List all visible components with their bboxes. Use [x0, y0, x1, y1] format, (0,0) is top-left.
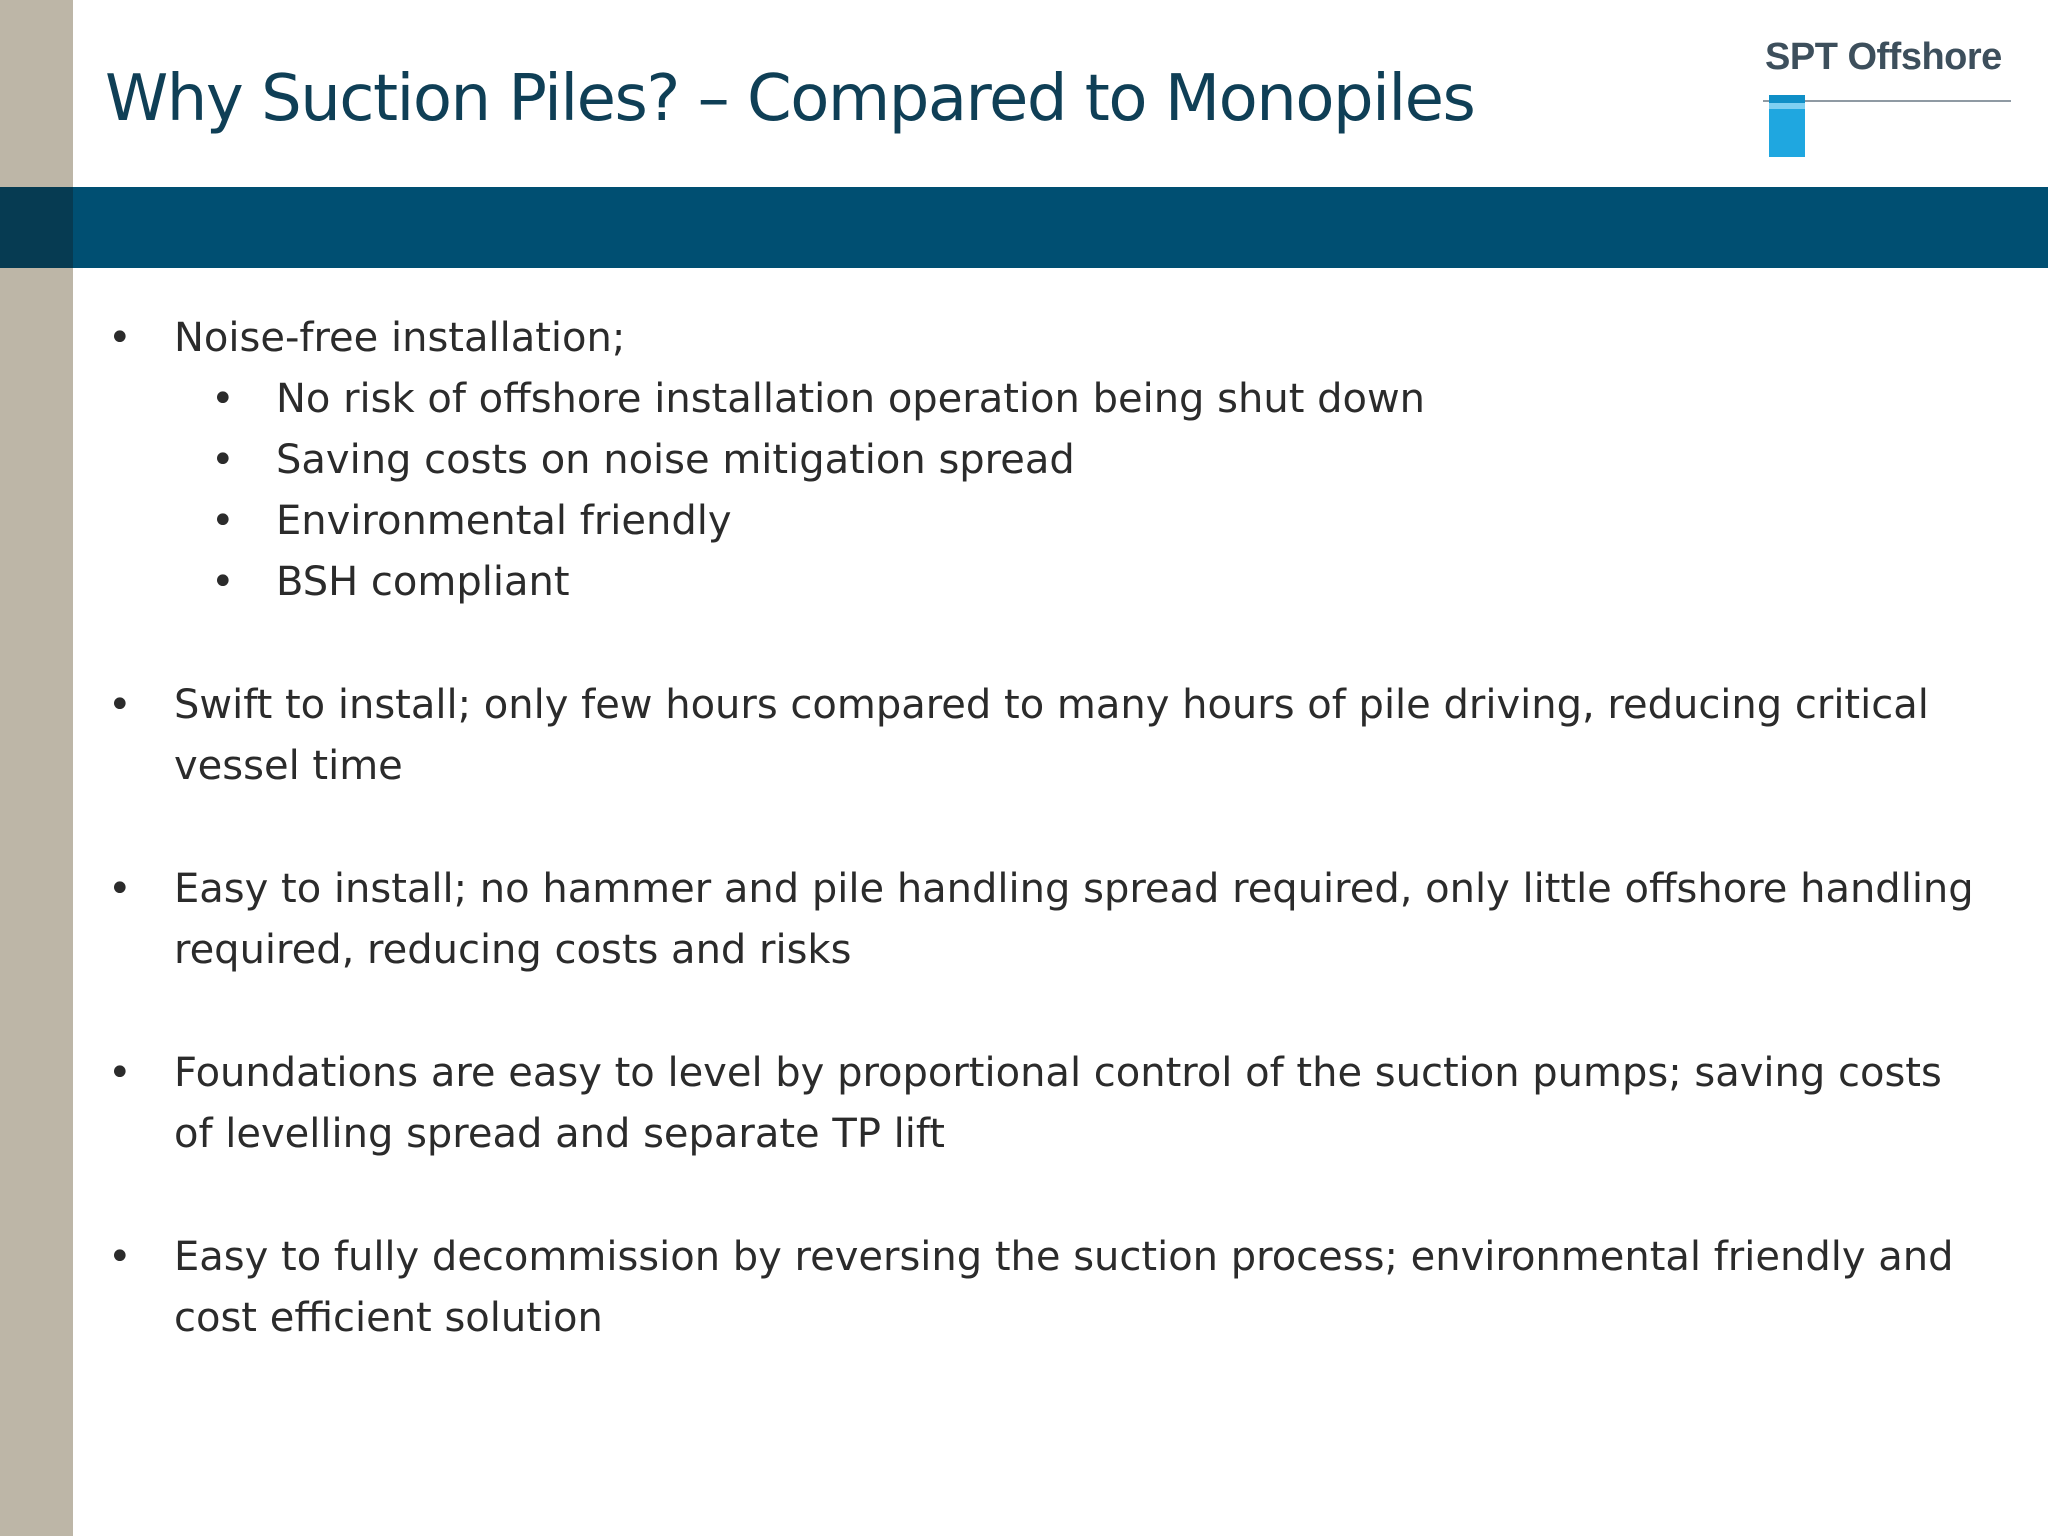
list-item [105, 859, 1985, 981]
list-item [105, 675, 1985, 797]
bullet-icon: • [211, 437, 235, 483]
header-band [73, 187, 2048, 268]
list-item-text: Swift to install; only few hours compared to many hours of pile driving, reducing critical vessel time [174, 682, 1929, 789]
bullet-icon: • [108, 1234, 132, 1280]
company-logo [1763, 36, 2013, 156]
sub-bullet-list [174, 369, 1985, 613]
sub-list-item [105, 491, 1985, 552]
list-item [105, 1227, 1985, 1349]
list-item-text: Noise-free installation; [174, 315, 626, 361]
sub-list-item-text: BSH compliant [276, 559, 570, 605]
pile-icon [1766, 93, 1808, 157]
sub-list-item [105, 430, 1985, 491]
sub-list-item-text: Environmental friendly [276, 498, 732, 544]
logo-text: SPT Offshore [1765, 36, 2002, 78]
list-item-text: Foundations are easy to level by proportional control of the suction pumps; saving costs of levelling spread and separate TP lift [174, 1050, 1942, 1157]
side-bar-accent [0, 187, 73, 268]
bullet-icon: • [211, 498, 235, 544]
bullet-icon: • [108, 682, 132, 728]
list-item-text: Easy to install; no hammer and pile handling spread required, only little offshore handling required, reducing costs and risks [174, 866, 1974, 973]
bullet-list [105, 308, 1985, 1411]
sub-list-item [105, 369, 1985, 430]
sub-list-item-text: No risk of offshore installation operation being shut down [276, 376, 1426, 422]
bullet-icon: • [211, 559, 235, 605]
bullet-icon: • [108, 315, 132, 361]
list-item-text: Easy to fully decommission by reversing the suction process; environmental friendly and cost efficient solution [174, 1234, 1954, 1341]
list-item [105, 1043, 1985, 1165]
sub-list-item-text: Saving costs on noise mitigation spread [276, 437, 1075, 483]
bullet-icon: • [108, 866, 132, 912]
bullet-icon: • [211, 376, 235, 422]
list-item [105, 308, 1985, 613]
slide-title: Why Suction Piles? – Compared to Monopiles [105, 62, 1475, 136]
sub-list-item [105, 552, 1985, 613]
bullet-icon: • [108, 1050, 132, 1096]
